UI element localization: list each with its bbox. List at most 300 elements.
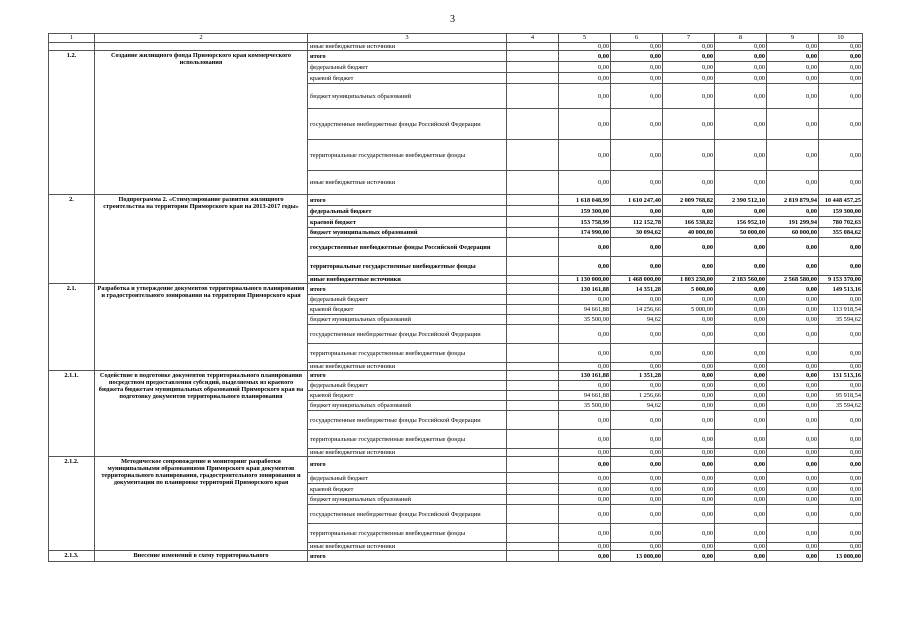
value-cell: 0,00	[819, 140, 863, 171]
value-cell: 0,00	[767, 62, 819, 73]
value-cell: 0,00	[767, 109, 819, 140]
value-cell: 0,00	[663, 411, 715, 430]
value-cell: 0,00	[819, 363, 863, 371]
item-name-cell: Разработка и утверждение документов территориального планирования и градостроительного зонирования на территории Приморского края	[95, 284, 308, 371]
value-cell: 0,00	[715, 495, 767, 505]
value-cell: 0,00	[715, 305, 767, 315]
value-cell: 94 661,88	[559, 305, 611, 315]
value-cell: 0,00	[663, 505, 715, 524]
value-cell: 0,00	[663, 381, 715, 391]
column-4-cell	[507, 371, 559, 381]
value-cell: 0,00	[767, 381, 819, 391]
value-cell: 0,00	[611, 473, 663, 484]
value-cell: 0,00	[559, 495, 611, 505]
funding-source-cell: территориальные государственные внебюджетные фонды	[308, 140, 507, 171]
value-cell: 0,00	[819, 449, 863, 457]
value-cell: 0,00	[559, 543, 611, 551]
value-cell: 0,00	[611, 171, 663, 195]
funding-source-cell: территориальные государственные внебюджетные фонды	[308, 344, 507, 363]
funding-source-cell: иные внебюджетные источники	[308, 276, 507, 284]
value-cell: 0,00	[767, 430, 819, 449]
column-4-cell	[507, 295, 559, 305]
value-cell: 0,00	[663, 430, 715, 449]
value-cell: 0,00	[663, 257, 715, 276]
funding-source-cell: федеральный бюджет	[308, 62, 507, 73]
column-4-cell	[507, 140, 559, 171]
item-name-cell: Методическое сопровождение и мониторинг разработки муниципальными образованиями Приморского края документов территориального планирования, градостроительного зонирования и документации по планировке территорий Приморского края	[95, 457, 308, 551]
value-cell: 0,00	[715, 449, 767, 457]
column-4-cell	[507, 411, 559, 430]
funding-source-cell: итого	[308, 457, 507, 473]
value-cell: 0,00	[715, 325, 767, 344]
column-4-cell	[507, 449, 559, 457]
funding-source-cell: краевой бюджет	[308, 73, 507, 84]
value-cell: 0,00	[663, 140, 715, 171]
value-cell: 0,00	[663, 206, 715, 217]
value-cell: 0,00	[767, 401, 819, 411]
value-cell: 0,00	[611, 206, 663, 217]
value-cell: 0,00	[715, 457, 767, 473]
funding-source-cell: итого	[308, 284, 507, 295]
value-cell: 0,00	[715, 257, 767, 276]
table-row	[49, 51, 863, 62]
value-cell: 1 130 000,00	[559, 276, 611, 284]
item-name-cell: Содействие в подготовке документов территориального планирования посредством предоставления субсидий, выделяемых из краевого бюджета бюджетам муниципальных образований Приморского края на подготовку документов территориального планирования	[95, 371, 308, 457]
column-4-cell	[507, 401, 559, 411]
column-4-cell	[507, 257, 559, 276]
value-cell: 0,00	[715, 543, 767, 551]
funding-source-cell: иные внебюджетные источники	[308, 543, 507, 551]
value-cell: 0,00	[767, 457, 819, 473]
value-cell: 35 594,62	[819, 315, 863, 325]
value-cell: 0,00	[715, 73, 767, 84]
value-cell: 0,00	[663, 371, 715, 381]
value-cell: 0,00	[767, 473, 819, 484]
value-cell: 780 702,63	[819, 217, 863, 228]
value-cell: 60 000,00	[767, 228, 819, 238]
value-cell: 0,00	[819, 238, 863, 257]
header-cell: 2	[95, 34, 308, 43]
value-cell: 0,00	[767, 495, 819, 505]
funding-source-cell: итого	[308, 371, 507, 381]
value-cell: 0,00	[663, 484, 715, 495]
value-cell: 5 000,00	[663, 305, 715, 315]
column-4-cell	[507, 228, 559, 238]
value-cell: 0,00	[767, 140, 819, 171]
value-cell: 0,00	[819, 495, 863, 505]
funding-source-cell: федеральный бюджет	[308, 473, 507, 484]
header-cell: 8	[715, 34, 767, 43]
column-4-cell	[507, 73, 559, 84]
value-cell: 0,00	[559, 62, 611, 73]
value-cell: 0,00	[559, 295, 611, 305]
value-cell: 0,00	[611, 363, 663, 371]
value-cell: 1 256,66	[611, 391, 663, 401]
value-cell: 159 300,00	[559, 206, 611, 217]
value-cell: 0,00	[663, 315, 715, 325]
value-cell: 0,00	[715, 109, 767, 140]
item-number-cell: 1.2.	[49, 51, 95, 195]
funding-source-cell: территориальные государственные внебюджетные фонды	[308, 257, 507, 276]
column-4-cell	[507, 109, 559, 140]
value-cell: 0,00	[715, 140, 767, 171]
column-4-cell	[507, 315, 559, 325]
value-cell: 0,00	[663, 495, 715, 505]
value-cell: 0,00	[819, 411, 863, 430]
value-cell: 0,00	[767, 315, 819, 325]
value-cell: 0,00	[819, 109, 863, 140]
page-number: 3	[450, 14, 455, 25]
value-cell: 0,00	[819, 51, 863, 62]
value-cell: 0,00	[767, 543, 819, 551]
value-cell: 0,00	[559, 109, 611, 140]
funding-source-cell: государственные внебюджетные фонды Российской Федерации	[308, 411, 507, 430]
value-cell: 50 000,00	[715, 228, 767, 238]
table-row	[49, 551, 863, 562]
value-cell: 0,00	[715, 411, 767, 430]
value-cell: 0,00	[559, 171, 611, 195]
value-cell: 0,00	[819, 62, 863, 73]
funding-source-cell: иные внебюджетные источники	[308, 43, 507, 51]
column-4-cell	[507, 195, 559, 206]
funding-source-cell: территориальные государственные внебюджетные фонды	[308, 430, 507, 449]
value-cell: 0,00	[767, 363, 819, 371]
value-cell: 0,00	[663, 473, 715, 484]
funding-source-cell: федеральный бюджет	[308, 295, 507, 305]
value-cell: 0,00	[767, 51, 819, 62]
value-cell: 0,00	[715, 484, 767, 495]
header-cell: 6	[611, 34, 663, 43]
value-cell: 0,00	[611, 495, 663, 505]
value-cell: 0,00	[767, 238, 819, 257]
value-cell: 9 153 370,00	[819, 276, 863, 284]
funding-source-cell: итого	[308, 51, 507, 62]
value-cell: 0,00	[715, 371, 767, 381]
column-4-cell	[507, 325, 559, 344]
header-cell: 5	[559, 34, 611, 43]
value-cell: 131 513,16	[819, 371, 863, 381]
value-cell: 2 390 512,10	[715, 195, 767, 206]
value-cell: 0,00	[611, 62, 663, 73]
value-cell: 0,00	[559, 84, 611, 109]
value-cell: 0,00	[611, 325, 663, 344]
value-cell: 0,00	[559, 363, 611, 371]
item-name-cell: Внесение изменений в схему территориального	[95, 551, 308, 562]
value-cell: 0,00	[611, 457, 663, 473]
value-cell: 0,00	[611, 505, 663, 524]
header-cell: 1	[49, 34, 95, 43]
value-cell: 0,00	[611, 257, 663, 276]
value-cell: 355 084,62	[819, 228, 863, 238]
value-cell: 0,00	[819, 524, 863, 543]
column-4-cell	[507, 84, 559, 109]
value-cell: 0,00	[819, 171, 863, 195]
value-cell: 0,00	[611, 381, 663, 391]
value-cell: 30 094,62	[611, 228, 663, 238]
value-cell: 0,00	[559, 449, 611, 457]
value-cell: 0,00	[663, 543, 715, 551]
value-cell: 166 538,82	[663, 217, 715, 228]
value-cell: 0,00	[559, 551, 611, 562]
value-cell: 10 448 457,25	[819, 195, 863, 206]
funding-source-cell: иные внебюджетные источники	[308, 449, 507, 457]
column-4-cell	[507, 430, 559, 449]
value-cell: 0,00	[611, 238, 663, 257]
value-cell: 0,00	[819, 430, 863, 449]
value-cell: 0,00	[715, 381, 767, 391]
value-cell: 0,00	[611, 344, 663, 363]
value-cell: 0,00	[663, 171, 715, 195]
column-4-cell	[507, 457, 559, 473]
value-cell: 0,00	[663, 391, 715, 401]
value-cell: 0,00	[559, 43, 611, 51]
value-cell: 0,00	[819, 84, 863, 109]
value-cell: 0,00	[611, 73, 663, 84]
value-cell: 0,00	[767, 284, 819, 295]
funding-source-cell: федеральный бюджет	[308, 381, 507, 391]
value-cell: 0,00	[663, 84, 715, 109]
value-cell: 0,00	[611, 51, 663, 62]
budget-table	[48, 33, 863, 562]
column-4-cell	[507, 495, 559, 505]
value-cell: 0,00	[767, 43, 819, 51]
value-cell: 0,00	[663, 73, 715, 84]
funding-source-cell: краевой бюджет	[308, 217, 507, 228]
value-cell: 0,00	[611, 140, 663, 171]
value-cell: 0,00	[767, 505, 819, 524]
value-cell: 0,00	[559, 381, 611, 391]
column-4-cell	[507, 363, 559, 371]
column-4-cell	[507, 62, 559, 73]
value-cell: 0,00	[663, 363, 715, 371]
value-cell: 1 351,28	[611, 371, 663, 381]
value-cell: 13 000,00	[611, 551, 663, 562]
value-cell: 0,00	[767, 411, 819, 430]
value-cell: 0,00	[663, 109, 715, 140]
table-header-row	[49, 34, 863, 43]
value-cell: 0,00	[767, 551, 819, 562]
column-4-cell	[507, 473, 559, 484]
value-cell: 0,00	[767, 206, 819, 217]
value-cell: 0,00	[767, 449, 819, 457]
value-cell: 0,00	[715, 391, 767, 401]
value-cell: 0,00	[559, 457, 611, 473]
value-cell: 0,00	[559, 430, 611, 449]
value-cell: 2 183 560,00	[715, 276, 767, 284]
value-cell: 0,00	[715, 62, 767, 73]
table-row	[49, 457, 863, 473]
table-row	[49, 284, 863, 295]
value-cell: 130 161,88	[559, 284, 611, 295]
value-cell: 95 918,54	[819, 391, 863, 401]
value-cell: 0,00	[819, 505, 863, 524]
value-cell: 0,00	[767, 325, 819, 344]
value-cell: 0,00	[819, 325, 863, 344]
value-cell: 0,00	[663, 524, 715, 543]
column-4-cell	[507, 551, 559, 562]
funding-source-cell: государственные внебюджетные фонды Российской Федерации	[308, 325, 507, 344]
value-cell: 0,00	[559, 524, 611, 543]
value-cell: 0,00	[611, 84, 663, 109]
value-cell: 0,00	[767, 305, 819, 315]
value-cell: 0,00	[819, 73, 863, 84]
funding-source-cell: иные внебюджетные источники	[308, 171, 507, 195]
value-cell: 0,00	[715, 344, 767, 363]
value-cell: 174 990,00	[559, 228, 611, 238]
column-4-cell	[507, 524, 559, 543]
value-cell: 0,00	[559, 73, 611, 84]
funding-source-cell: бюджет муниципальных образований	[308, 495, 507, 505]
item-name-cell: Создание жилищного фонда Приморского края коммерческого использования	[95, 51, 308, 195]
header-cell: 10	[819, 34, 863, 43]
value-cell: 0,00	[715, 551, 767, 562]
funding-source-cell: государственные внебюджетные фонды Российской Федерации	[308, 109, 507, 140]
value-cell: 0,00	[819, 43, 863, 51]
value-cell: 0,00	[715, 284, 767, 295]
value-cell: 0,00	[715, 84, 767, 109]
value-cell: 0,00	[715, 363, 767, 371]
value-cell: 0,00	[767, 295, 819, 305]
item-number-cell	[49, 43, 95, 51]
value-cell: 0,00	[715, 505, 767, 524]
value-cell: 2 009 768,82	[663, 195, 715, 206]
value-cell: 0,00	[715, 171, 767, 195]
value-cell: 0,00	[559, 257, 611, 276]
value-cell: 159 300,00	[819, 206, 863, 217]
value-cell: 0,00	[663, 238, 715, 257]
table-row	[49, 195, 863, 206]
value-cell: 0,00	[663, 51, 715, 62]
funding-source-cell: территориальные государственные внебюджетные фонды	[308, 524, 507, 543]
column-4-cell	[507, 484, 559, 495]
funding-source-cell: бюджет муниципальных образований	[308, 315, 507, 325]
funding-source-cell: краевой бюджет	[308, 391, 507, 401]
value-cell: 0,00	[715, 51, 767, 62]
funding-source-cell: итого	[308, 195, 507, 206]
value-cell: 149 513,16	[819, 284, 863, 295]
value-cell: 0,00	[715, 206, 767, 217]
value-cell: 0,00	[663, 344, 715, 363]
value-cell: 0,00	[559, 411, 611, 430]
header-cell: 7	[663, 34, 715, 43]
value-cell: 153 758,99	[559, 217, 611, 228]
value-cell: 0,00	[819, 543, 863, 551]
value-cell: 191 299,94	[767, 217, 819, 228]
value-cell: 130 161,88	[559, 371, 611, 381]
funding-source-cell: бюджет муниципальных образований	[308, 401, 507, 411]
table-row	[49, 371, 863, 381]
value-cell: 0,00	[559, 51, 611, 62]
column-4-cell	[507, 284, 559, 295]
value-cell: 0,00	[663, 449, 715, 457]
value-cell: 1 803 230,00	[663, 276, 715, 284]
value-cell: 0,00	[715, 43, 767, 51]
value-cell: 0,00	[663, 62, 715, 73]
value-cell: 0,00	[767, 257, 819, 276]
column-4-cell	[507, 505, 559, 524]
column-4-cell	[507, 238, 559, 257]
value-cell: 0,00	[611, 109, 663, 140]
column-4-cell	[507, 344, 559, 363]
item-name-cell: Подпрограмма 2. «Стимулирование развития жилищного строительства на территории Приморского края на 2013-2017 годы»	[95, 195, 308, 284]
column-4-cell	[507, 276, 559, 284]
value-cell: 0,00	[767, 84, 819, 109]
value-cell: 0,00	[559, 325, 611, 344]
value-cell: 0,00	[559, 344, 611, 363]
value-cell: 5 000,00	[663, 284, 715, 295]
value-cell: 2 819 879,94	[767, 195, 819, 206]
item-number-cell: 2.1.2.	[49, 457, 95, 551]
value-cell: 40 000,00	[663, 228, 715, 238]
column-4-cell	[507, 43, 559, 51]
value-cell: 0,00	[663, 295, 715, 305]
value-cell: 0,00	[663, 401, 715, 411]
funding-source-cell: бюджет муниципальных образований	[308, 84, 507, 109]
header-cell: 4	[507, 34, 559, 43]
value-cell: 14 256,66	[611, 305, 663, 315]
value-cell: 2 568 580,00	[767, 276, 819, 284]
value-cell: 0,00	[767, 484, 819, 495]
value-cell: 0,00	[559, 484, 611, 495]
value-cell: 0,00	[767, 371, 819, 381]
value-cell: 113 918,54	[819, 305, 863, 315]
value-cell: 0,00	[819, 381, 863, 391]
value-cell: 0,00	[767, 344, 819, 363]
item-number-cell: 2.1.1.	[49, 371, 95, 457]
funding-source-cell: бюджет муниципальных образований	[308, 228, 507, 238]
value-cell: 0,00	[559, 473, 611, 484]
value-cell: 0,00	[819, 473, 863, 484]
value-cell: 35 500,00	[559, 315, 611, 325]
value-cell: 0,00	[611, 484, 663, 495]
value-cell: 0,00	[663, 551, 715, 562]
value-cell: 0,00	[663, 43, 715, 51]
value-cell: 0,00	[767, 391, 819, 401]
value-cell: 0,00	[715, 295, 767, 305]
column-4-cell	[507, 543, 559, 551]
value-cell: 112 152,78	[611, 217, 663, 228]
value-cell: 14 351,28	[611, 284, 663, 295]
funding-source-cell: краевой бюджет	[308, 305, 507, 315]
column-4-cell	[507, 171, 559, 195]
item-name-cell	[95, 43, 308, 51]
column-4-cell	[507, 381, 559, 391]
value-cell: 0,00	[767, 171, 819, 195]
value-cell: 0,00	[715, 524, 767, 543]
item-number-cell: 2.1.3.	[49, 551, 95, 562]
value-cell: 94,62	[611, 401, 663, 411]
value-cell: 0,00	[819, 457, 863, 473]
value-cell: 13 000,00	[819, 551, 863, 562]
funding-source-cell: итого	[308, 551, 507, 562]
value-cell: 0,00	[819, 344, 863, 363]
value-cell: 0,00	[559, 140, 611, 171]
value-cell: 1 610 247,40	[611, 195, 663, 206]
value-cell: 0,00	[819, 484, 863, 495]
column-4-cell	[507, 305, 559, 315]
value-cell: 0,00	[559, 238, 611, 257]
funding-source-cell: краевой бюджет	[308, 484, 507, 495]
value-cell: 0,00	[663, 325, 715, 344]
value-cell: 0,00	[611, 449, 663, 457]
column-4-cell	[507, 206, 559, 217]
value-cell: 0,00	[611, 411, 663, 430]
value-cell: 94,62	[611, 315, 663, 325]
value-cell: 0,00	[611, 524, 663, 543]
column-4-cell	[507, 217, 559, 228]
header-cell: 3	[308, 34, 507, 43]
value-cell: 0,00	[611, 430, 663, 449]
